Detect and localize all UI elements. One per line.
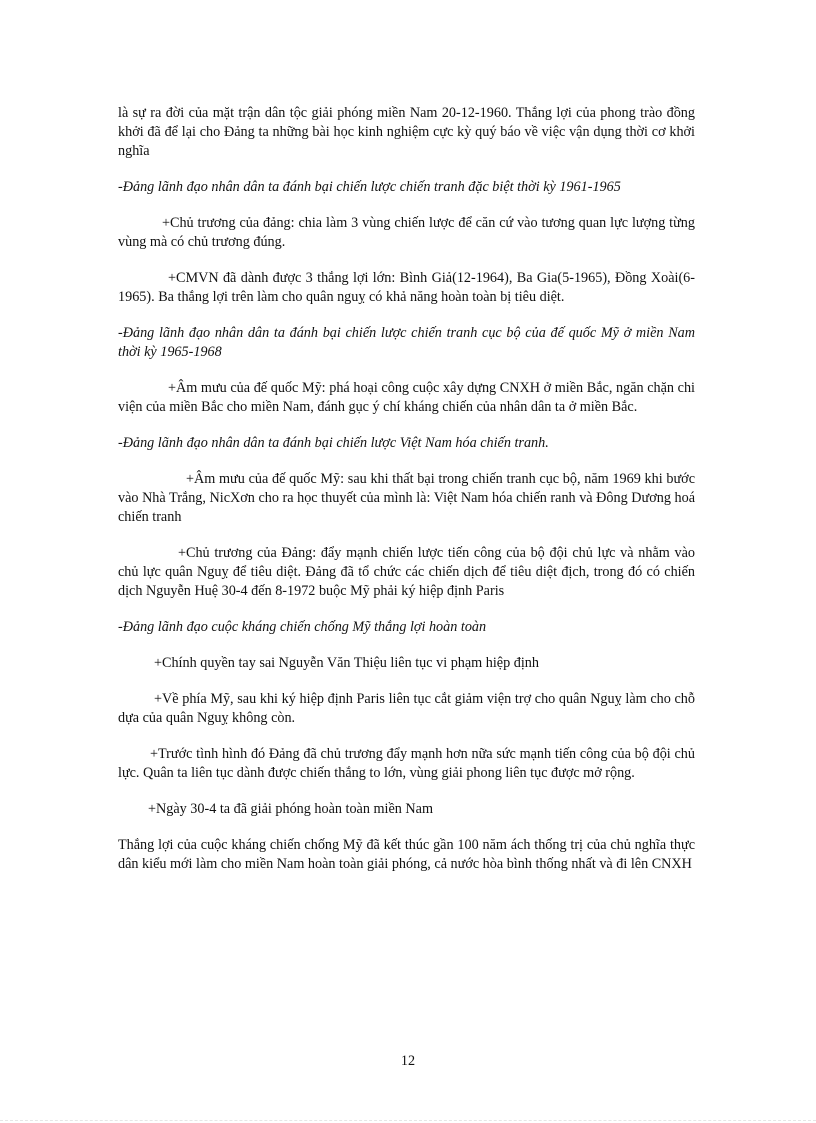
paragraph-victories: +CMVN đã dành được 3 thắng lợi lớn: Bình Giả(12-1964), Ba Gia(5-1965), Đồng Xoài(6-1965). Ba thắng lợi trên làm cho quân nguỵ có khả năng hoàn toàn bị tiêu diệt. (118, 270, 695, 305)
paragraph-party-policy: +Chủ trương của đảng: chia làm 3 vùng chiến lược để căn cứ vào tương quan lực lượng từng vùng mà có chủ trương đúng. (118, 215, 695, 250)
paragraph-us-plot: +Âm mưu của đế quốc Mỹ: phá hoại công cuộc xây dựng CNXH ở miền Bắc, ngăn chặn chi viện của miền Bắc cho miền Nam, đánh gục ý chí kháng chiến của nhân dân ta ở miền Bắc. (118, 380, 695, 415)
paragraph-offensive-policy: +Chủ trương của Đảng: đẩy mạnh chiến lược tiến công của bộ đội chủ lực và nhằm vào chủ lực quân Nguỵ để tiêu diệt. Đảng đã tổ chức các chiến dịch để tiêu diệt địch, trong đó có chiến dịch Nguyễn Huệ 30-4 đến 8-1972 buộc Mỹ phải ký hiệp định Paris (118, 545, 695, 599)
heading-local-war: -Đảng lãnh đạo nhân dân ta đánh bại chiến lược chiến tranh cục bộ của đế quốc Mỹ ở miền Nam thời kỳ 1965-1968 (118, 325, 695, 360)
heading-complete-victory: -Đảng lãnh đạo cuộc kháng chiến chống Mỹ thắng lợi hoàn toàn (118, 619, 487, 635)
paragraph-conclusion: Thắng lợi của cuộc kháng chiến chống Mỹ đã kết thúc gần 100 năm ách thống trị của chủ nghĩa thực dân kiểu mới làm cho miền Nam hoàn toàn giải phóng, cả nước hòa bình thống nhất và đi lên CNXH (118, 837, 695, 872)
heading-vietnamization: -Đảng lãnh đạo nhân dân ta đánh bại chiến lược Việt Nam hóa chiến tranh. (118, 435, 549, 451)
heading-special-war: -Đảng lãnh đạo nhân dân ta đánh bại chiến lược chiến tranh đặc biệt thời kỳ 1961-1965 (118, 179, 621, 195)
page-number: 12 (400, 1053, 416, 1069)
paragraph-offensive-push: +Trước tình hình đó Đảng đã chủ trương đẩy mạnh hơn nữa sức mạnh tiến công của bộ đội chủ lực. Quân ta liên tục dành được chiến thắng to lớn, vùng giải phong liên tục được mở rộng. (118, 746, 695, 781)
paragraph-thieu-regime: +Chính quyền tay sai Nguyễn Văn Thiệu liên tục vi phạm hiệp định (154, 655, 539, 671)
page-body (118, 104, 695, 891)
paragraph-us-aid-cut: +Về phía Mỹ, sau khi ký hiệp định Paris liên tục cắt giảm viện trợ cho quân Nguỵ làm cho chỗ dựa của quân Nguỵ không còn. (118, 691, 695, 726)
paragraph-liberation-day: +Ngày 30-4 ta đã giải phóng hoàn toàn miền Nam (148, 801, 433, 817)
paragraph-nixon-doctrine: +Âm mưu của đế quốc Mỹ: sau khi thất bại trong chiến tranh cục bộ, năm 1969 khi bước vào Nhà Trắng, NicXơn cho ra học thuyết của mình là: Việt Nam hóa chiến ranh và Đông Dương hoá chiến tranh (118, 471, 695, 525)
paragraph-intro: là sự ra đời của mặt trận dân tộc giải phóng miền Nam 20-12-1960. Thắng lợi của phong trào đồng khởi đã để lại cho Đảng ta những bài học kinh nghiệm cực kỳ quý báo về việc vận dụng thời cơ khởi nghĩa (118, 105, 695, 159)
page-bottom-divider (0, 1120, 816, 1121)
